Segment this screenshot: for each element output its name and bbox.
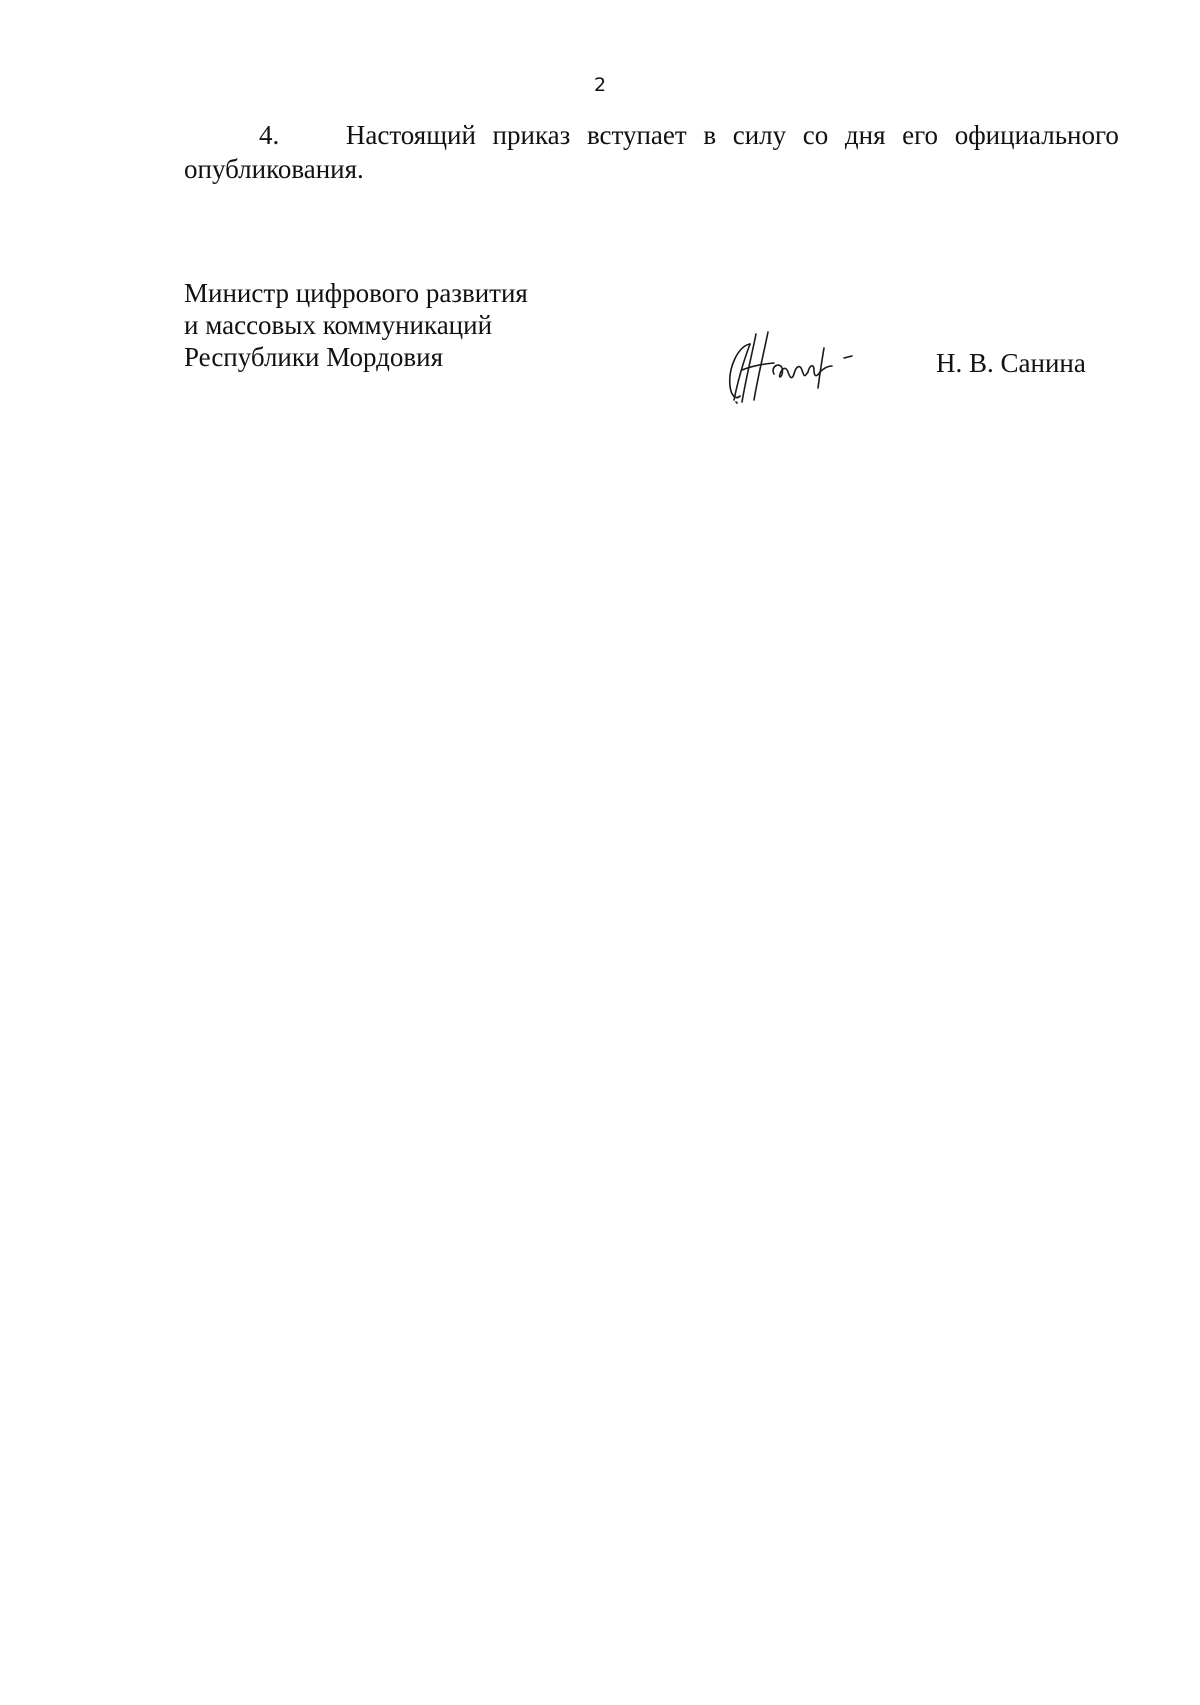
paragraph-word: дня xyxy=(844,120,886,150)
item-number: 4. xyxy=(259,120,280,150)
position-line: Министр цифрового развития xyxy=(184,278,528,308)
paragraph-word: вступает xyxy=(586,120,687,150)
paragraph-word: Настоящий xyxy=(345,120,476,150)
position-line: Республики Мордовия xyxy=(184,342,444,372)
page-number: 2 xyxy=(593,74,607,96)
handwritten-signature xyxy=(722,330,872,405)
signatory-position xyxy=(184,277,528,373)
paragraph-word: в xyxy=(703,120,717,150)
paragraph-word: официального xyxy=(954,120,1119,150)
paragraph-word: его xyxy=(902,120,939,150)
signer-name: Н. В. Санина xyxy=(936,348,1086,378)
paragraph-word: силу xyxy=(732,120,787,150)
paragraph-line-1 xyxy=(184,118,1119,152)
paragraph-line-2: опубликования. xyxy=(184,154,364,184)
paragraph-item-4 xyxy=(184,118,1119,186)
position-line: и массовых коммуникаций xyxy=(184,310,493,340)
paragraph-word: со xyxy=(802,120,829,150)
paragraph-word: приказ xyxy=(492,120,571,150)
